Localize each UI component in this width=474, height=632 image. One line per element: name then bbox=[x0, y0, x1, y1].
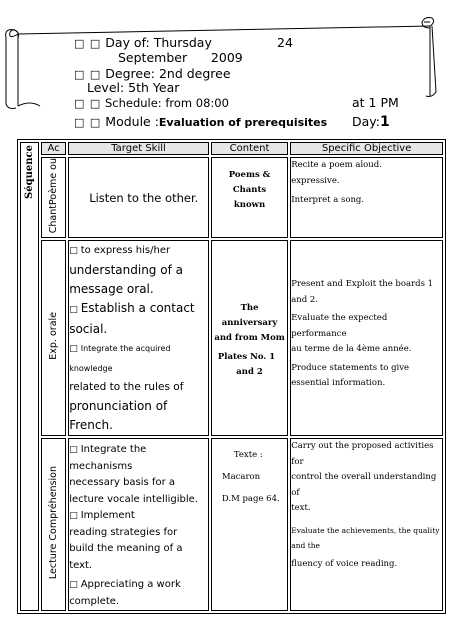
content-cell bbox=[211, 157, 288, 238]
table-row bbox=[20, 157, 443, 238]
bullet-icon: □ bbox=[69, 445, 78, 456]
content-line: D.M page 64. bbox=[221, 494, 280, 505]
skill-line: lecture vocale intelligible. bbox=[69, 493, 198, 505]
skill-line: French. bbox=[69, 418, 113, 433]
skill-cell bbox=[68, 438, 209, 611]
skill-line: pronunciation of bbox=[69, 399, 168, 414]
bullet-icon: □ bbox=[69, 246, 78, 257]
skill-line: social. bbox=[69, 322, 108, 337]
content-line: Macaron bbox=[221, 472, 261, 483]
content-cell bbox=[211, 240, 288, 436]
objective-line: au terme de la 4ème année. bbox=[291, 344, 412, 355]
objective-cell bbox=[290, 438, 443, 611]
content-header: Content bbox=[211, 142, 288, 155]
level-line: Level: 5th Year bbox=[87, 80, 180, 95]
activity-cell bbox=[41, 438, 66, 611]
module-line bbox=[74, 116, 327, 129]
bullet-icon: □ □ bbox=[74, 97, 102, 110]
schedule-line bbox=[74, 98, 229, 110]
content-line: The anniversary bbox=[221, 303, 278, 329]
module-label: Module : bbox=[105, 114, 159, 129]
degree-line bbox=[74, 68, 231, 81]
bullet-icon: □ bbox=[69, 580, 78, 591]
skill-line: reading strategies for bbox=[69, 526, 178, 538]
table-row bbox=[20, 240, 443, 436]
bullet-icon: □ bbox=[69, 305, 78, 316]
content-cell bbox=[211, 438, 288, 611]
table-row bbox=[20, 438, 443, 611]
objective-line: fluency of voice reading. bbox=[291, 558, 398, 569]
content-line: Texte : bbox=[233, 450, 263, 461]
lesson-table bbox=[17, 139, 446, 614]
skill-line: complete. bbox=[69, 595, 120, 607]
day-line bbox=[74, 37, 212, 50]
objective-cell bbox=[290, 240, 443, 436]
content-line: Poems & bbox=[228, 170, 271, 180]
objective-line: control the overall understanding of bbox=[291, 472, 437, 498]
skill-line: Integrate the acquired knowledge bbox=[69, 344, 171, 374]
skill-line: build the meaning of a bbox=[69, 543, 183, 555]
content-line: known bbox=[233, 200, 266, 210]
objective-line: Present and Exploit the boards 1 bbox=[291, 279, 434, 290]
day-label: Day of: Thursday bbox=[105, 35, 212, 50]
content-line: Chants bbox=[232, 185, 267, 195]
degree-label: Degree: 2nd degree bbox=[105, 66, 231, 81]
bullet-icon: □ □ bbox=[74, 116, 102, 129]
bullet-icon: □ bbox=[69, 511, 78, 522]
activity-label: Lecture Compréhension bbox=[48, 466, 60, 580]
day-word-line bbox=[352, 115, 390, 129]
bullet-icon: □ □ bbox=[74, 68, 102, 81]
objective-line: Evaluate the expected performance bbox=[291, 313, 388, 339]
skill-line: Integrate the mechanisms bbox=[69, 444, 147, 472]
skill-line: Establish a contact bbox=[80, 301, 195, 316]
day-number: 1 bbox=[380, 114, 390, 130]
objective-line: essential information. bbox=[291, 378, 386, 389]
day-num: 24 bbox=[277, 35, 293, 50]
objective-line: Interpret a song. bbox=[291, 195, 365, 205]
sequence-header: Séquence bbox=[24, 145, 36, 199]
skill-cell bbox=[68, 240, 209, 436]
objective-line: Recite a poem aloud. bbox=[291, 160, 382, 170]
skill-text: Listen to the other. bbox=[89, 190, 199, 205]
skill-line: text. bbox=[69, 559, 93, 571]
skill-line: message oral. bbox=[69, 282, 154, 297]
skill-line: related to the rules of bbox=[69, 381, 184, 394]
sequence-column bbox=[20, 142, 39, 611]
schedule-end: at 1 PM bbox=[352, 95, 399, 110]
skill-line: necessary basis for a bbox=[69, 477, 175, 489]
objective-cell bbox=[290, 157, 443, 238]
module-value: Evaluation of prerequisites bbox=[158, 116, 328, 129]
content-line: and 2 bbox=[236, 367, 263, 378]
skill-cell bbox=[68, 157, 209, 238]
activity-label: Exp. orale bbox=[48, 312, 60, 361]
activity-cell bbox=[41, 240, 66, 436]
bullet-icon: □ bbox=[69, 344, 78, 355]
month-year: September 2009 bbox=[118, 50, 243, 65]
skill-line: understanding of a bbox=[69, 263, 183, 278]
day-word: Day: bbox=[352, 114, 380, 129]
target-skill-header: Target Skill bbox=[68, 142, 209, 155]
skill-line: Implement bbox=[80, 510, 135, 522]
objective-line: and 2. bbox=[291, 294, 319, 305]
skill-line: to express his/her bbox=[80, 245, 171, 257]
schedule-label: Schedule: from 08:00 bbox=[104, 96, 229, 110]
ac-header: Ac bbox=[41, 142, 66, 155]
skill-line: Appreciating a work bbox=[80, 579, 181, 591]
bullet-icon: □ □ bbox=[74, 37, 102, 50]
content-line: and from Mom bbox=[214, 333, 285, 344]
objective-line: Produce statements to give bbox=[291, 362, 410, 373]
specific-objective-header: Specific Objective bbox=[290, 142, 443, 155]
content-line: Plates No. 1 bbox=[217, 352, 276, 363]
activity-label: ChantPoème ou bbox=[48, 158, 60, 234]
objective-line: Evaluate the achievements, the quality and the bbox=[291, 525, 440, 551]
objective-line: text. bbox=[291, 503, 311, 514]
activity-cell bbox=[41, 157, 66, 238]
objective-line: Carry out the proposed activities for bbox=[291, 441, 434, 467]
objective-line: expressive. bbox=[291, 175, 340, 186]
